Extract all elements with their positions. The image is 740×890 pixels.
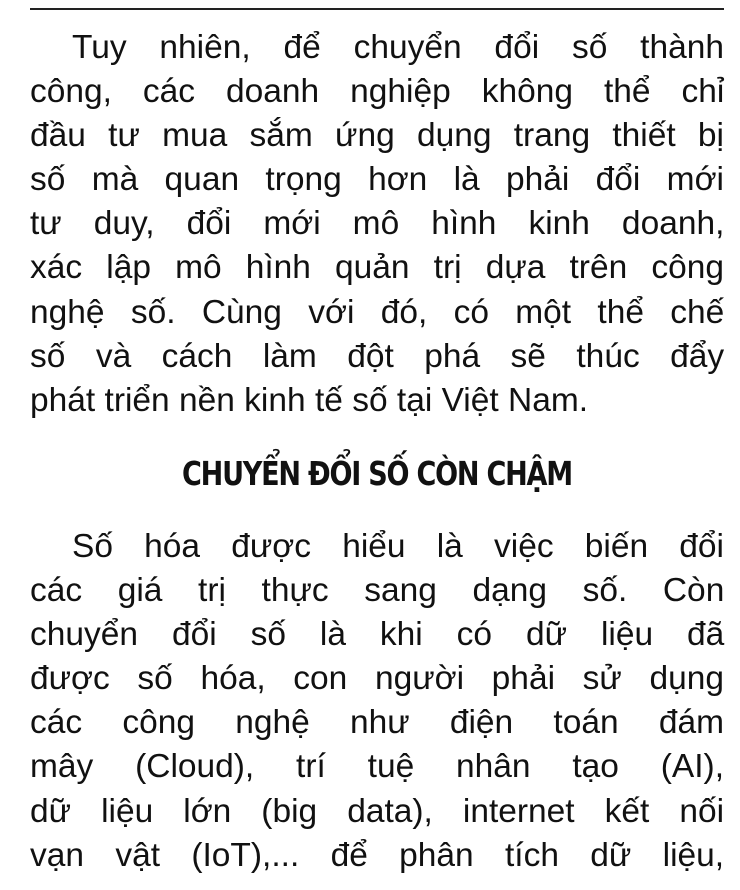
paragraph-body — [30, 525, 724, 878]
top-divider — [30, 8, 724, 10]
paragraph-line: vạn vật (IoT),... để phân tích dữ liệu, — [30, 836, 725, 874]
section-heading: CHUYỂN ĐỔI SỐ CÒN CHẬM — [182, 454, 572, 493]
paragraph-line: nghệ số. Cùng với đó, có một thể chế — [30, 293, 725, 331]
paragraph-line: chuyển đổi số là khi có dữ liệu đã — [30, 616, 725, 654]
paragraph-line: Tuy nhiên, để chuyển đổi số thành — [72, 29, 724, 66]
paragraph-line: các giá trị thực sang dạng số. Còn — [30, 572, 725, 610]
paragraph-line: được số hóa, con người phải sử dụng — [30, 660, 724, 698]
paragraph-line: mây (Cloud), trí tuệ nhân tạo (AI), — [30, 748, 724, 786]
paragraph-line: xác lập mô hình quản trị dựa trên công — [30, 249, 724, 287]
paragraph-line: số và cách làm đột phá sẽ thúc đẩy — [30, 337, 725, 375]
paragraph-line: đầu tư mua sắm ứng dụng trang thiết bị — [30, 117, 724, 155]
paragraph-line: tư duy, đổi mới mô hình kinh doanh, — [30, 205, 725, 243]
paragraph-line: công, các doanh nghiệp không thể chỉ — [30, 73, 725, 111]
paragraph-intro — [30, 26, 724, 423]
paragraph-line: các công nghệ như điện toán đám — [30, 704, 724, 742]
paragraph-line: số mà quan trọng hơn là phải đổi mới — [30, 161, 724, 199]
paragraph-line: dữ liệu lớn (big data), internet kết nối — [30, 792, 725, 830]
paragraph-line: Số hóa được hiểu là việc biến đổi — [72, 528, 724, 565]
paragraph-line: phát triển nền kinh tế số tại Việt Nam. — [30, 381, 589, 419]
